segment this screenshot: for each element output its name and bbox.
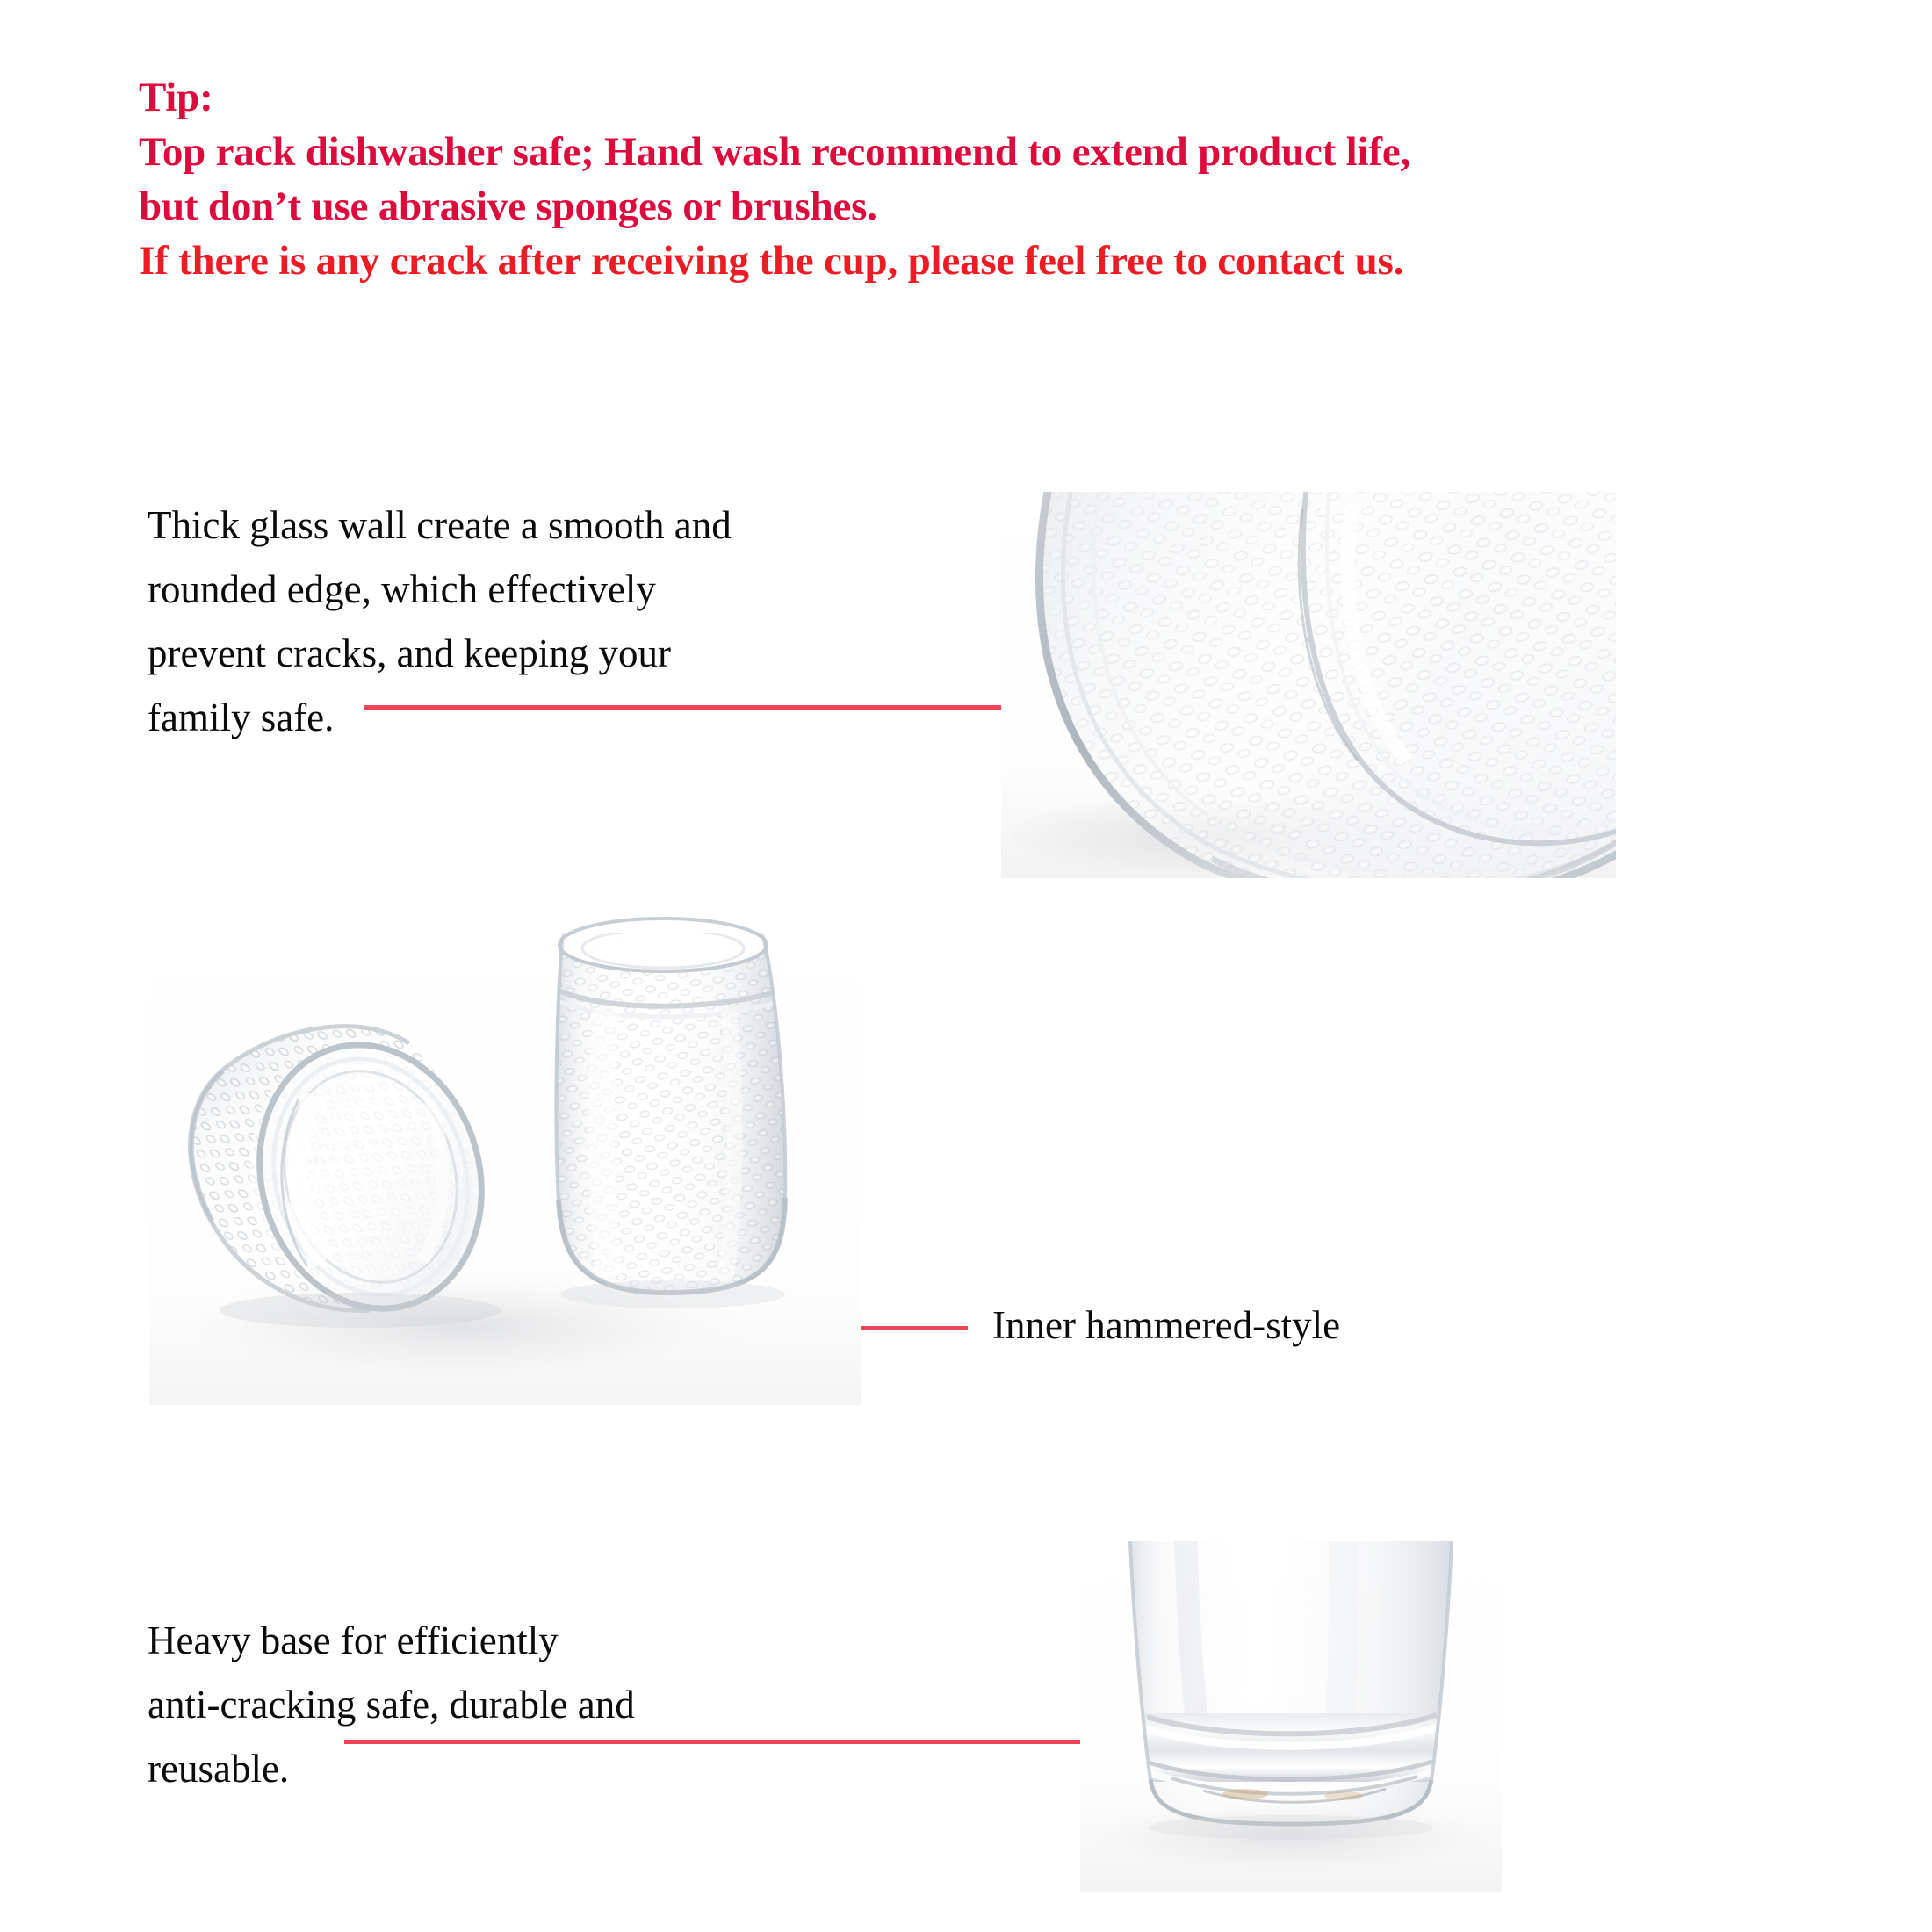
tip-line-3: If there is any crack after receiving the cup, please feel free to contact us. (139, 238, 1404, 284)
glass-rim-closeup-photo (1001, 492, 1616, 878)
feature-inner-hammered-style-text (992, 1298, 1340, 1352)
tip-block (139, 70, 1860, 288)
feature-1-line-3: prevent cracks, and keeping your (148, 631, 672, 675)
feature-1-line-2: rounded edge, which effectively (148, 567, 656, 611)
tip-heading: Tip: (139, 75, 213, 120)
tip-line-2: but don’t use abrasive sponges or brushes. (139, 184, 877, 229)
tip-line-1: Top rack dishwasher safe; Hand wash recommend to extend product life, (139, 129, 1411, 175)
feature-2-line-1: Inner hammered-style (992, 1303, 1341, 1347)
feature-thick-glass-wall-text (148, 494, 732, 750)
feature-1-line-4: family safe. (148, 696, 335, 739)
two-tumblers-photo (149, 913, 861, 1405)
feature-3-line-3: reusable. (148, 1747, 290, 1791)
feature-heavy-base-text (148, 1609, 635, 1801)
feature-3-line-2: anti-cracking safe, durable and (148, 1683, 635, 1727)
heavy-base-glass-photo (1080, 1541, 1502, 1892)
feature-1-line-1: Thick glass wall create a smooth and (148, 503, 732, 547)
leader-line-heavy-base (344, 1740, 1186, 1744)
feature-3-line-1: Heavy base for efficiently (148, 1618, 559, 1662)
